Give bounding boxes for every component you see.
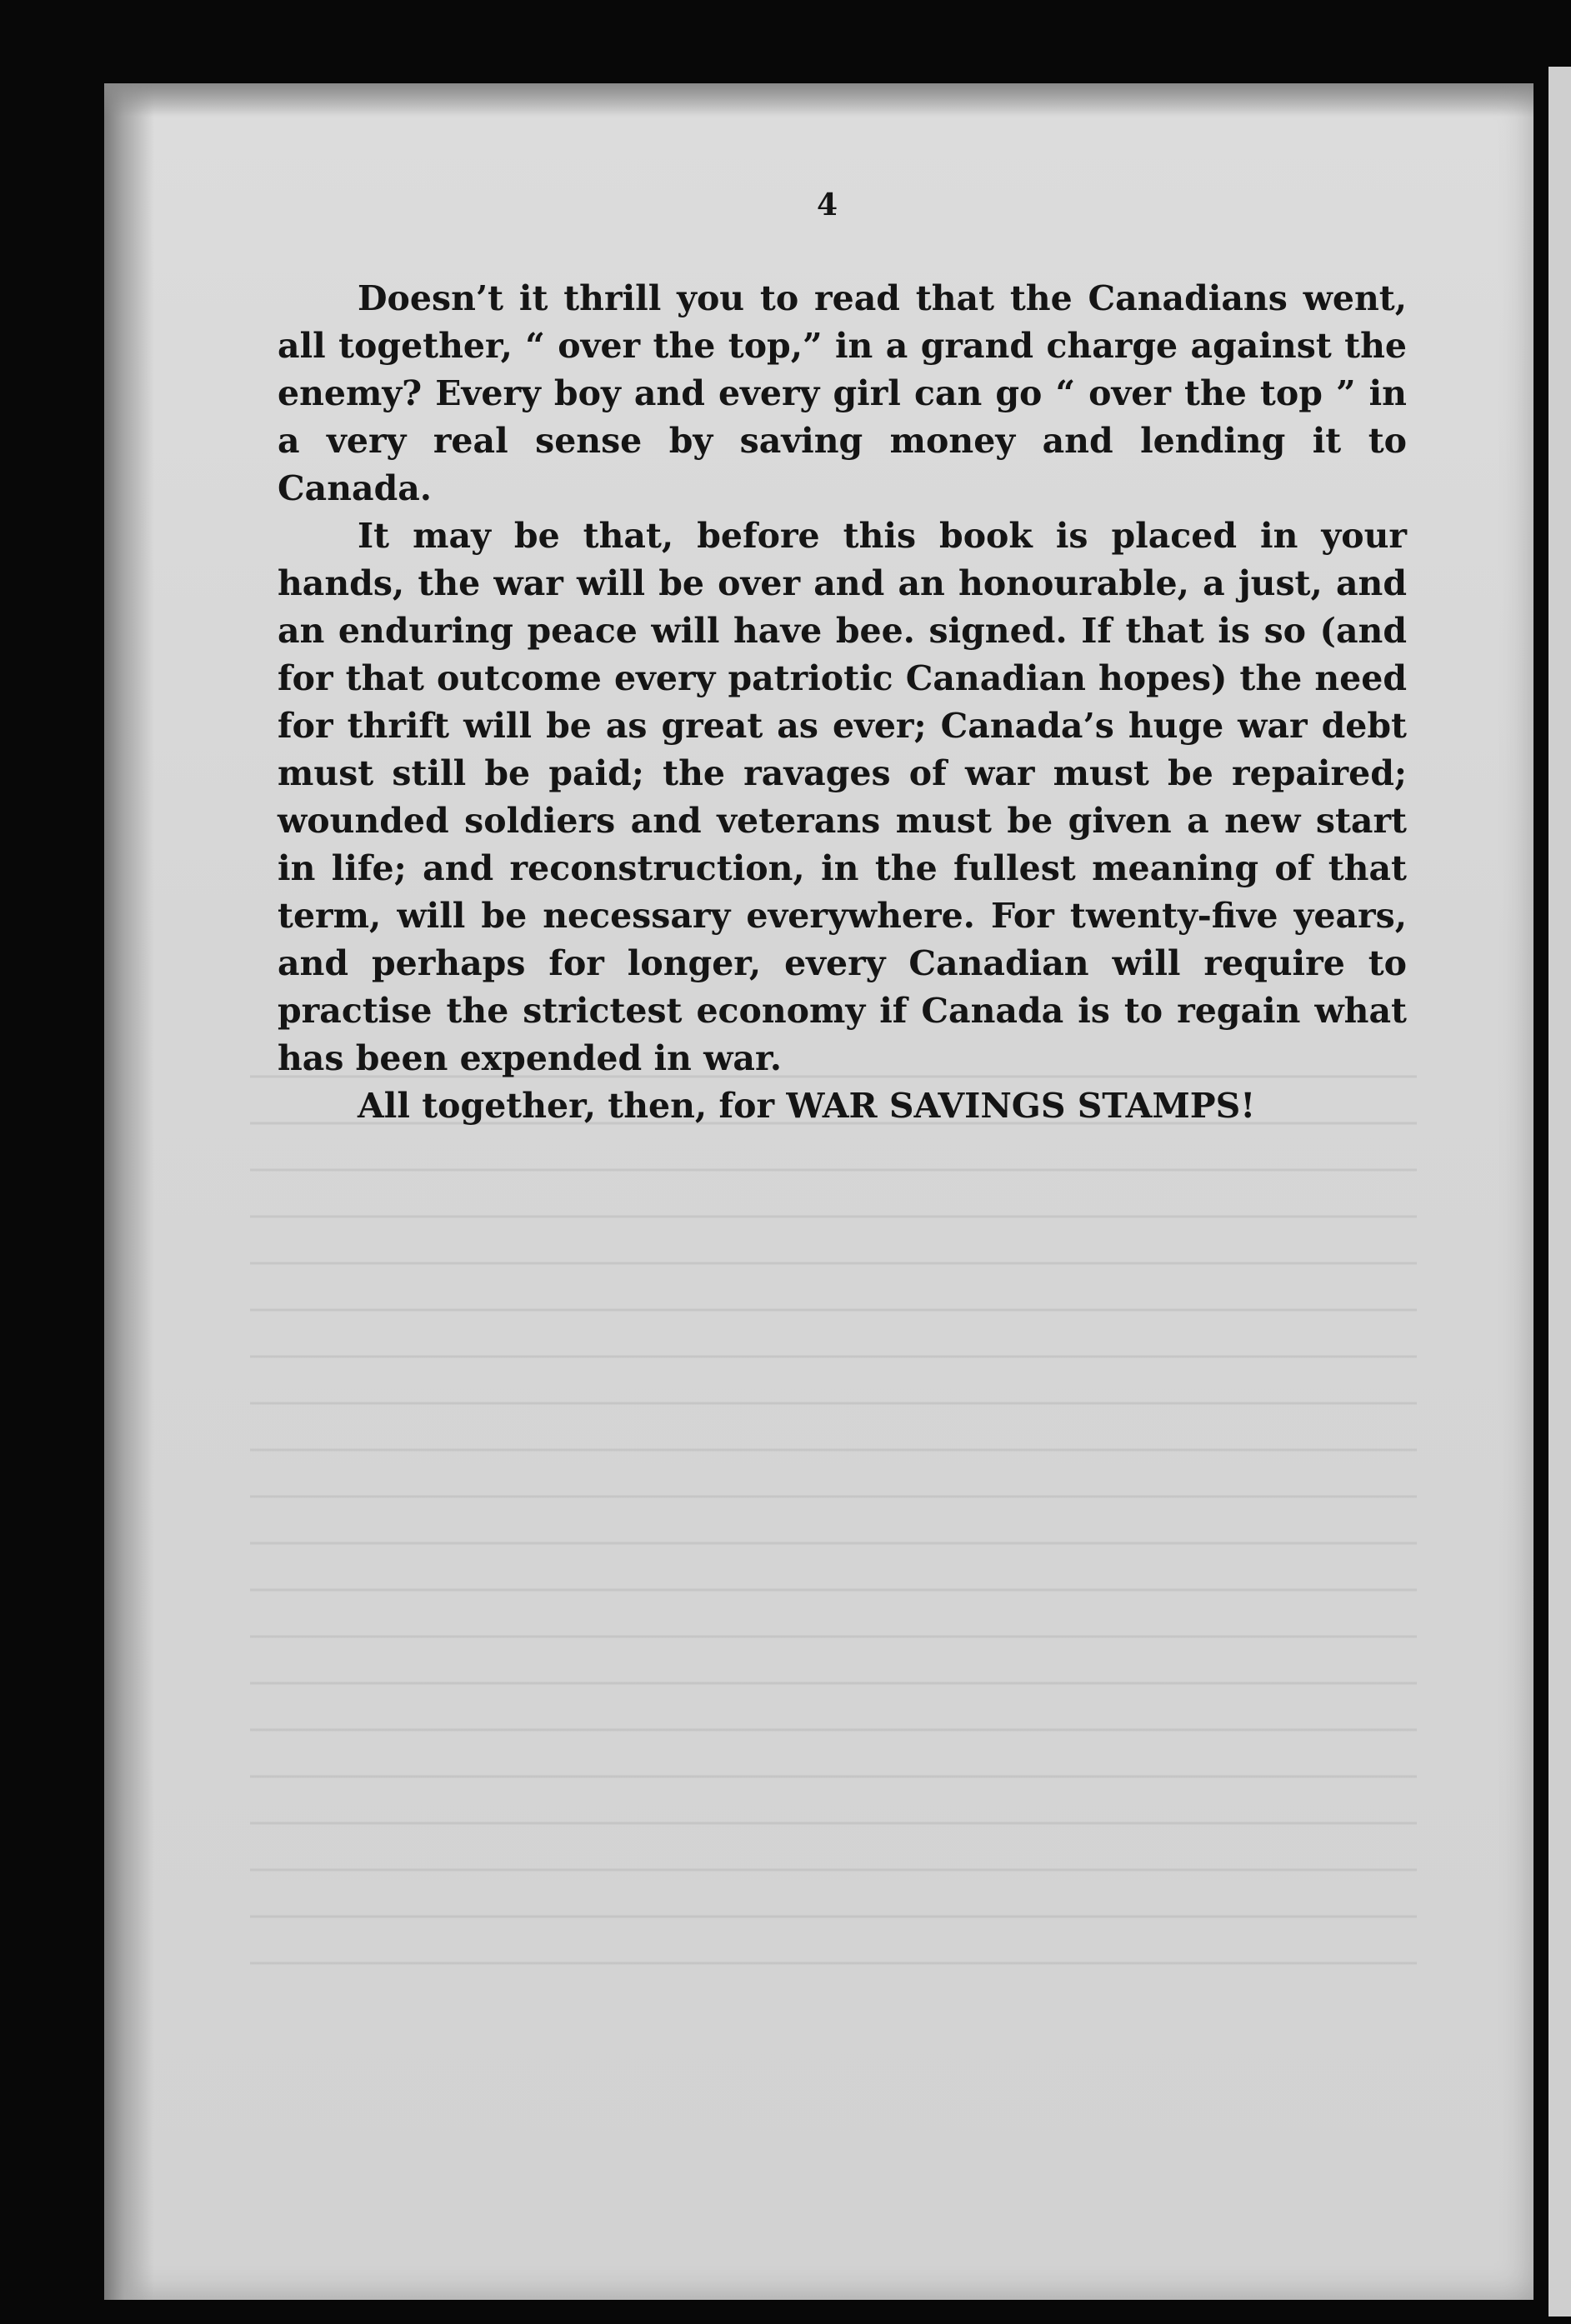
paragraph-2: It may be that, before this book is placed in your hands, the war will be over and an honourable, a just, and an enduring peace will have bee. signed. If that is so (and for that outcome every patriotic Canadian hopes) the need for thrift will be as great as ever; Canada’s huge war debt must still be paid; the ravages of war must be repaired; wounded soldiers and veterans must be given a new start in life; and reconstruction, in the fullest meaning of that term, will be necessary everywhere. For twenty-five years, and perhaps for longer, every Canadian will require to practise the strictest economy if Canada is to regain what has been expended in war. [278, 516, 1407, 1078]
page-number: 4 [817, 187, 838, 222]
paragraph-3: All together, then, for WAR SAVINGS STAMPS! [358, 1086, 1256, 1126]
adjacent-page-edge [1548, 67, 1571, 2317]
body-text [278, 185, 1407, 1130]
paragraph-1: Doesn’t it thrill you to read that the Canadians went, all together, “ over the top,” in a grand charge against the enemy? Every boy and every girl can go “ over the top ” in a very real sense by saving money and lending it to Canada. [278, 278, 1407, 508]
page-gutter-shadow [104, 83, 154, 2300]
show-through-text [250, 1042, 1417, 2000]
page-top-shadow [104, 83, 1533, 117]
